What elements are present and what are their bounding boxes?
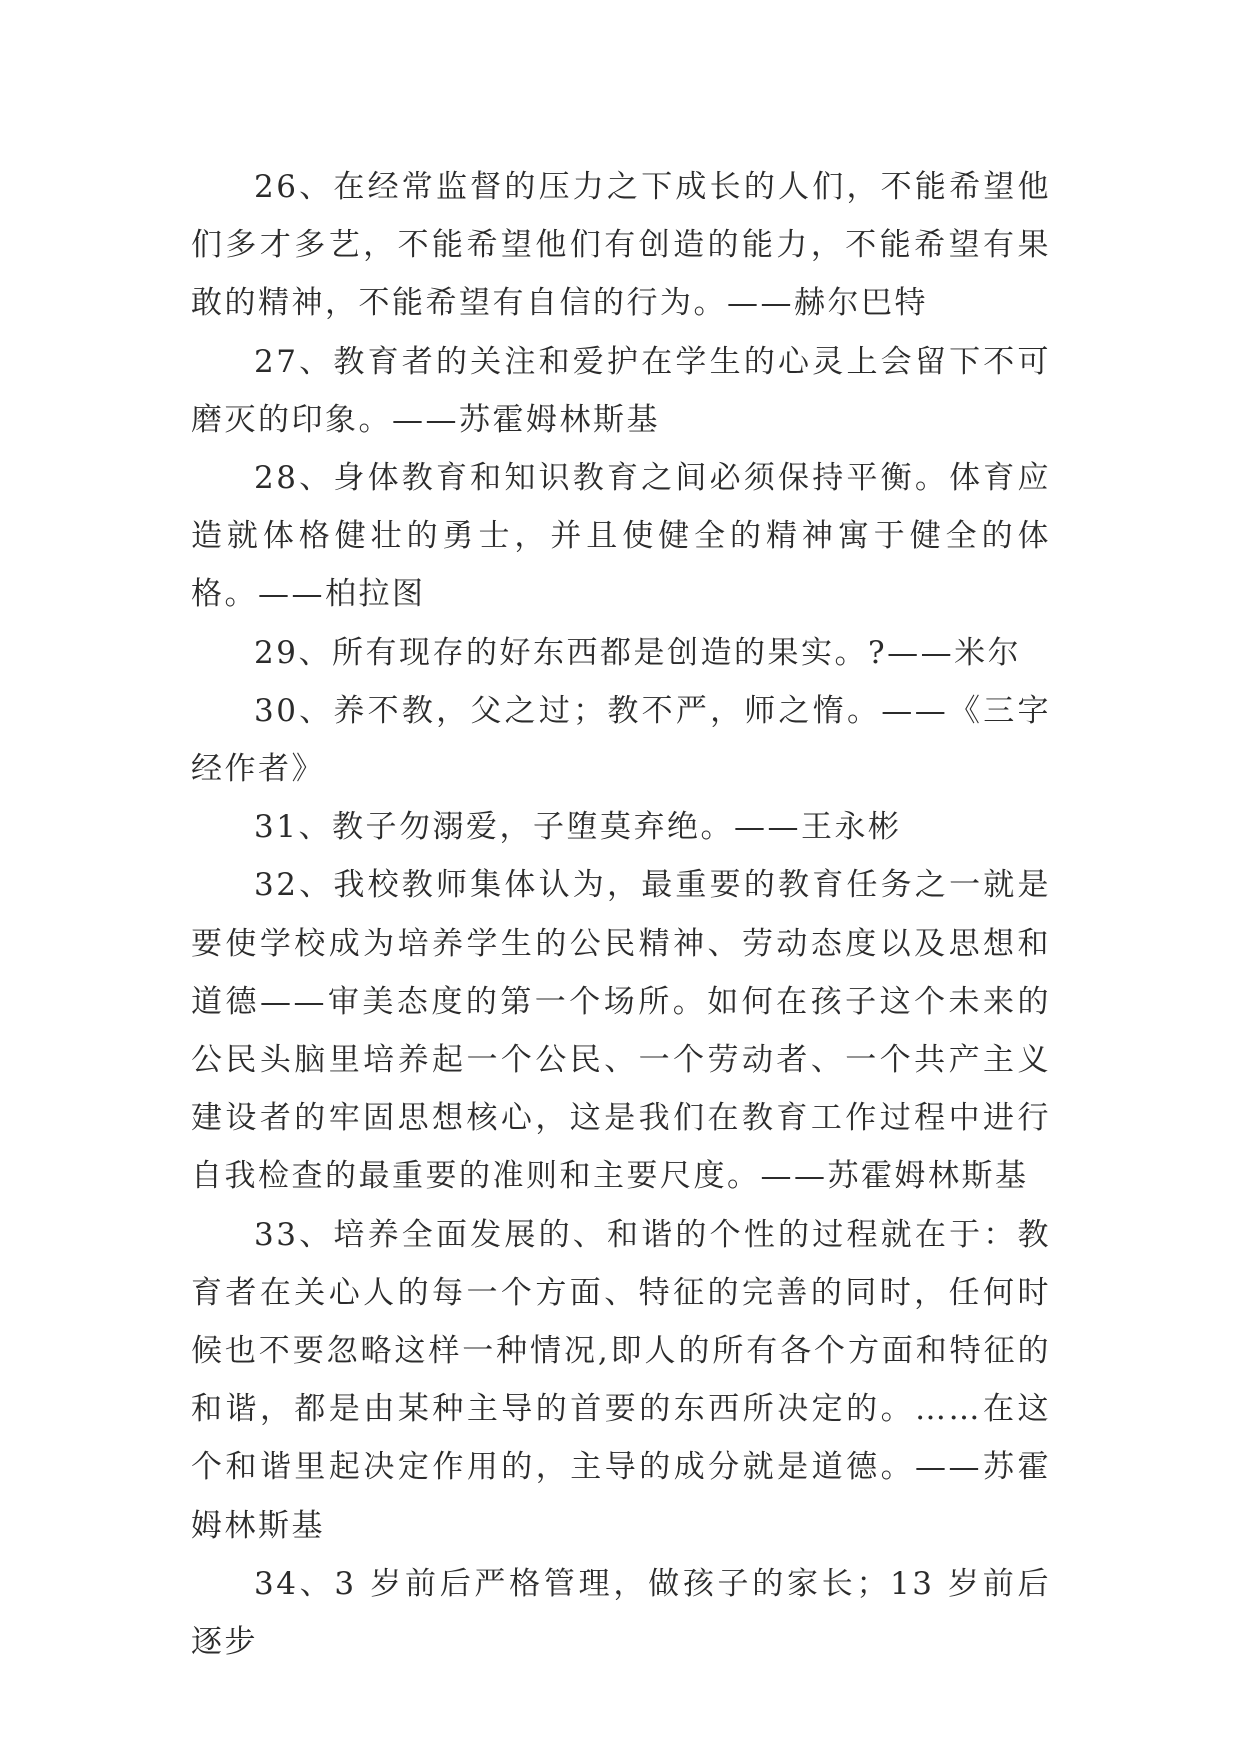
quote-paragraph-29: 29、所有现存的好东西都是创造的果实。?——米尔 — [254, 634, 1022, 671]
quote-paragraph-31: 31、教子勿溺爱，子堕莫弃绝。——王永彬 — [254, 809, 902, 846]
quote-paragraph-34: 34、3 岁前后严格管理，做孩子的家长；13 岁前后逐步 — [191, 1565, 1051, 1661]
quote-paragraph-26: 26、在经常监督的压力之下成长的人们，不能希望他们多才多艺，不能希望他们有创造的能力，不能希望有果敢的精神，不能希望有自信的行为。——赫尔巴特 — [191, 169, 1051, 322]
quote-paragraph-28: 28、身体教育和知识教育之间必须保持平衡。体育应造就体格健壮的勇士，并且使健全的精神寓于健全的体格。——柏拉图 — [191, 460, 1051, 613]
quote-paragraph-33: 33、培养全面发展的、和谐的个性的过程就在于：教育者在关心人的每一个方面、特征的完善的同时，任何时候也不要忽略这样一种情况,即人的所有各个方面和特征的和谐，都是由某种主导的首要的东西所决定的。……在这个和谐里起决定作用的，主导的成分就是道德。——苏霍姆林斯基 — [191, 1216, 1051, 1544]
quote-paragraph-32: 32、我校教师集体认为，最重要的教育任务之一就是要使学校成为培养学生的公民精神、劳动态度以及思想和道德——审美态度的第一个场所。如何在孩子这个未来的公民头脑里培养起一个公民、一个劳动者、一个共产主义建设者的牢固思想核心，这是我们在教育工作过程中进行自我检查的最重要的准则和主要尺度。——苏霍姆林斯基 — [191, 867, 1051, 1195]
document-body — [191, 158, 1051, 1671]
quote-paragraph-27: 27、教育者的关注和爱护在学生的心灵上会留下不可磨灭的印象。——苏霍姆林斯基 — [191, 343, 1051, 438]
quote-paragraph-30: 30、养不教，父之过；教不严，师之惰。——《三字经作者》 — [191, 692, 1051, 788]
